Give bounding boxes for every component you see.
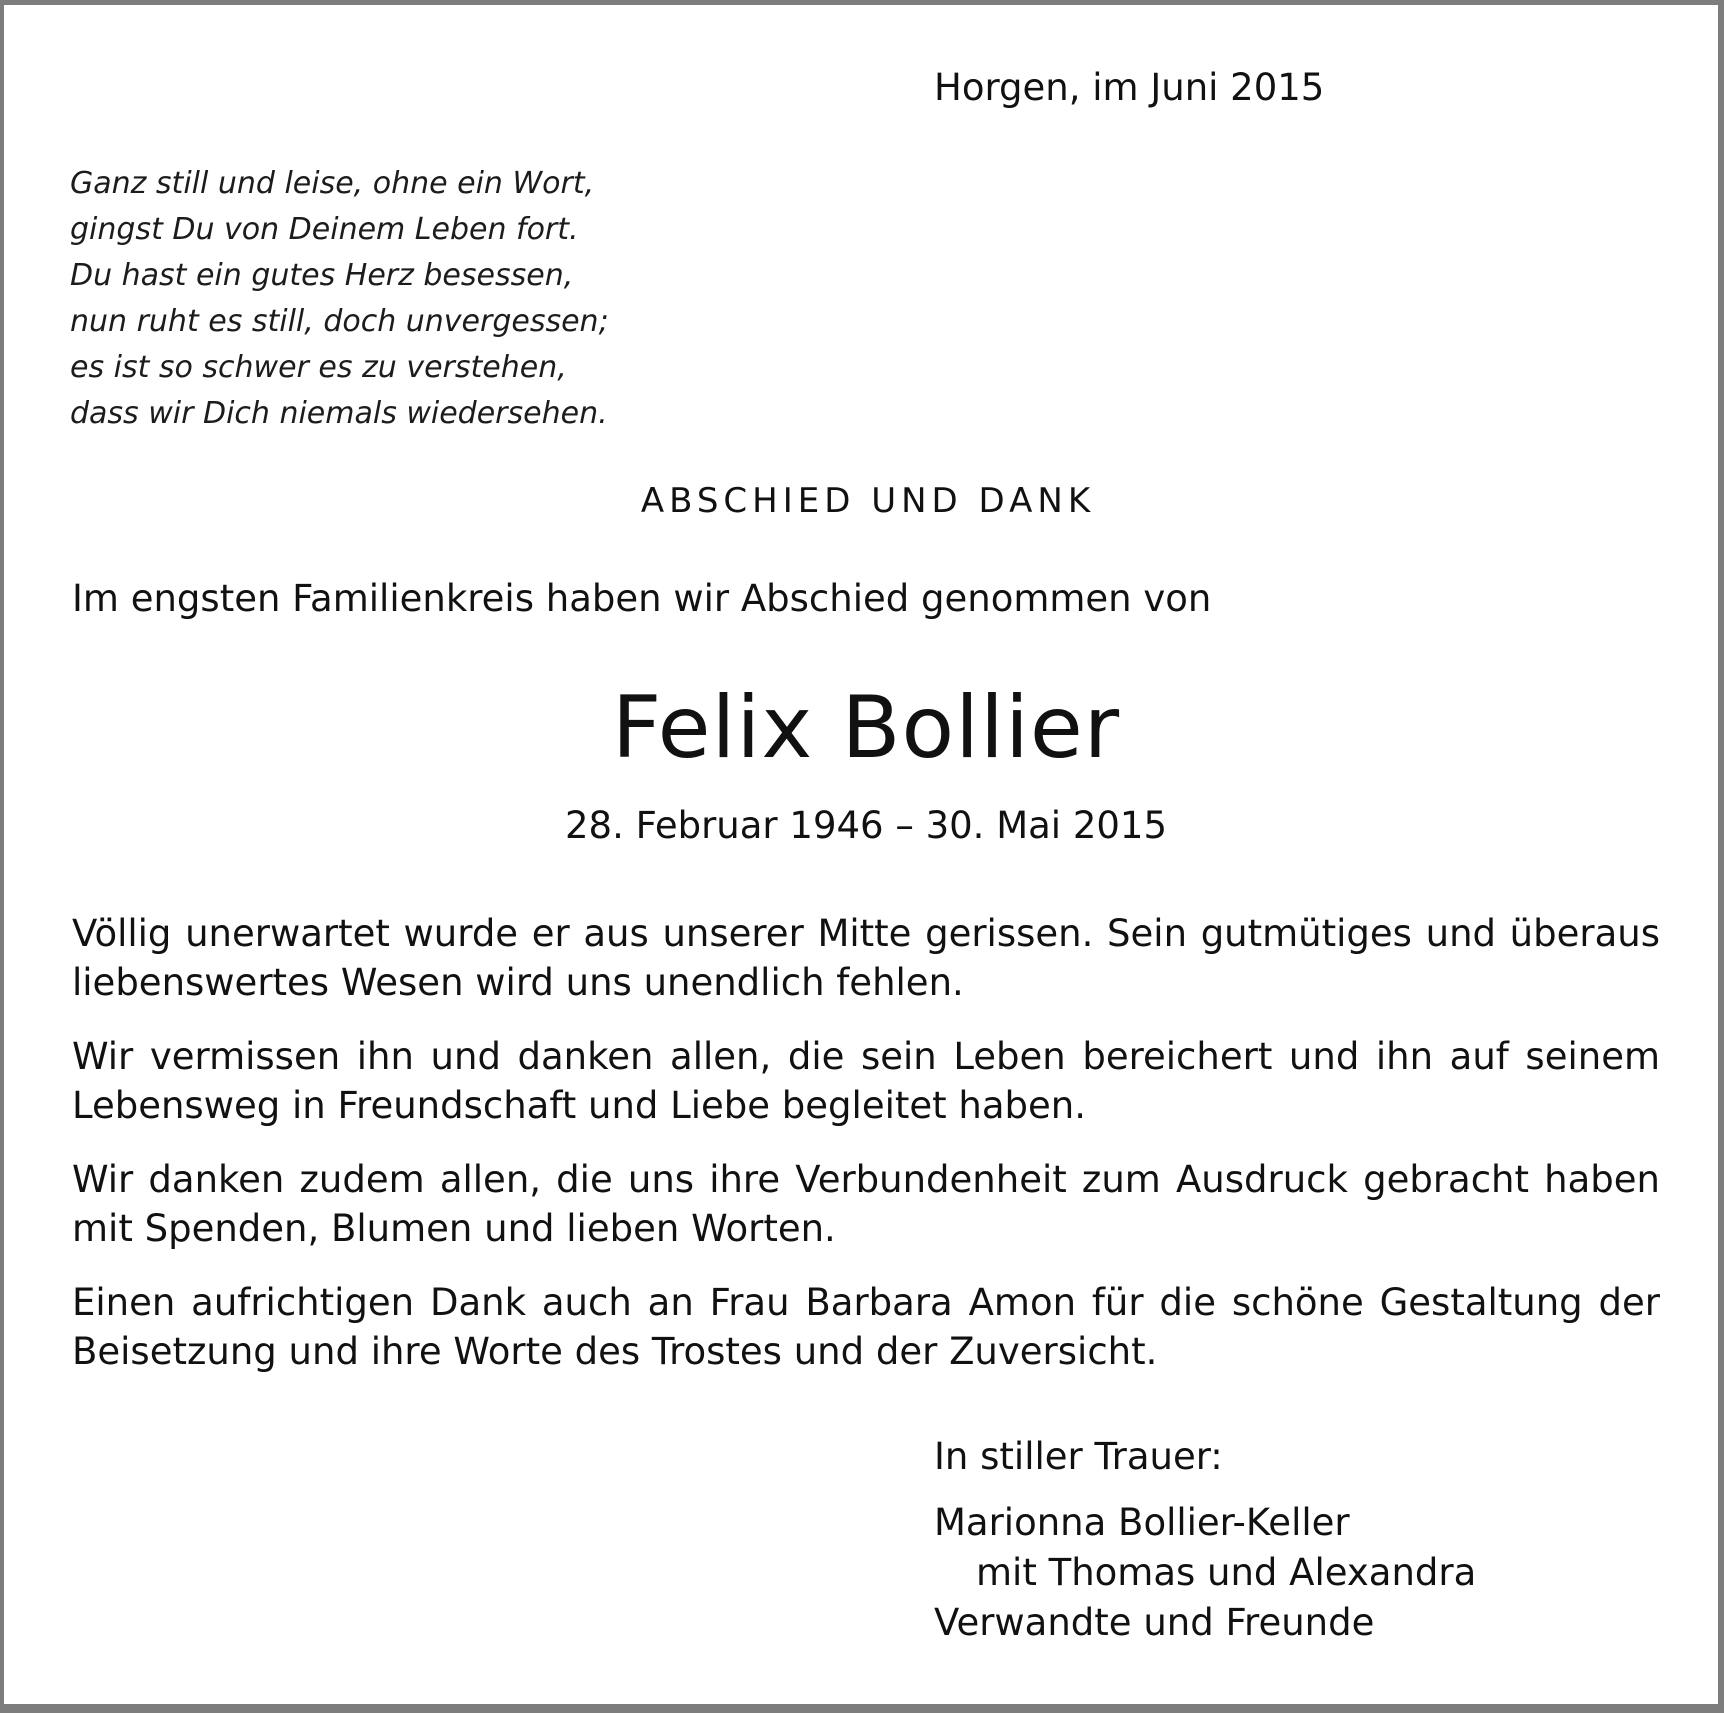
poem-line: es ist so schwer es zu verstehen, (70, 350, 567, 385)
place-date: Horgen, im Juni 2015 (934, 66, 1325, 109)
poem-line: dass wir Dich niemals wiedersehen. (70, 396, 608, 431)
mourner-line: Marionna Bollier-Keller (934, 1501, 1350, 1544)
poem-line: Du hast ein gutes Herz besessen, (70, 258, 574, 293)
body-text (72, 909, 1660, 1401)
poem-line: Ganz still und leise, ohne ein Wort, (70, 166, 595, 201)
signoff (934, 1432, 1476, 1648)
notice-heading-text: ABSCHIED UND DANK (640, 481, 1096, 521)
poem-line: gingst Du von Deinem Leben fort. (70, 212, 579, 247)
signoff-lead: In stiller Trauer: (934, 1435, 1223, 1478)
deceased-name-text: Felix Bollier (611, 678, 1121, 778)
body-paragraph: Völlig unerwartet wurde er aus unserer Mitte gerissen. Sein gutmütiges und überaus liebenswertes Wesen wird uns unendlich fehlen. (72, 912, 1660, 1004)
notice-heading (4, 478, 1724, 524)
deceased-name (4, 675, 1724, 781)
life-dates: 28. Februar 1946 – 30. Mai 2015 (564, 804, 1167, 847)
body-paragraph: Wir vermissen ihn und danken allen, die sein Leben bereichert und ihn auf seinem Lebensweg in Freundschaft und Liebe begleitet haben. (72, 1035, 1660, 1127)
poem (70, 161, 609, 437)
mourner-line: mit Thomas und Alexandra (976, 1551, 1477, 1594)
poem-line: nun ruht es still, doch unvergessen; (70, 304, 609, 339)
intro-sentence: Im engsten Familienkreis haben wir Abschied genommen von (72, 577, 1212, 620)
body-paragraph: Wir danken zudem allen, die uns ihre Verbundenheit zum Ausdruck gebracht haben mit Spenden, Blumen und lieben Worten. (72, 1158, 1660, 1250)
mourner-line: Verwandte und Freunde (934, 1601, 1375, 1644)
body-paragraph: Einen aufrichtigen Dank auch an Frau Barbara Amon für die schöne Gestaltung der Beisetzung und ihre Worte des Trostes und der Zuversicht. (72, 1281, 1660, 1373)
